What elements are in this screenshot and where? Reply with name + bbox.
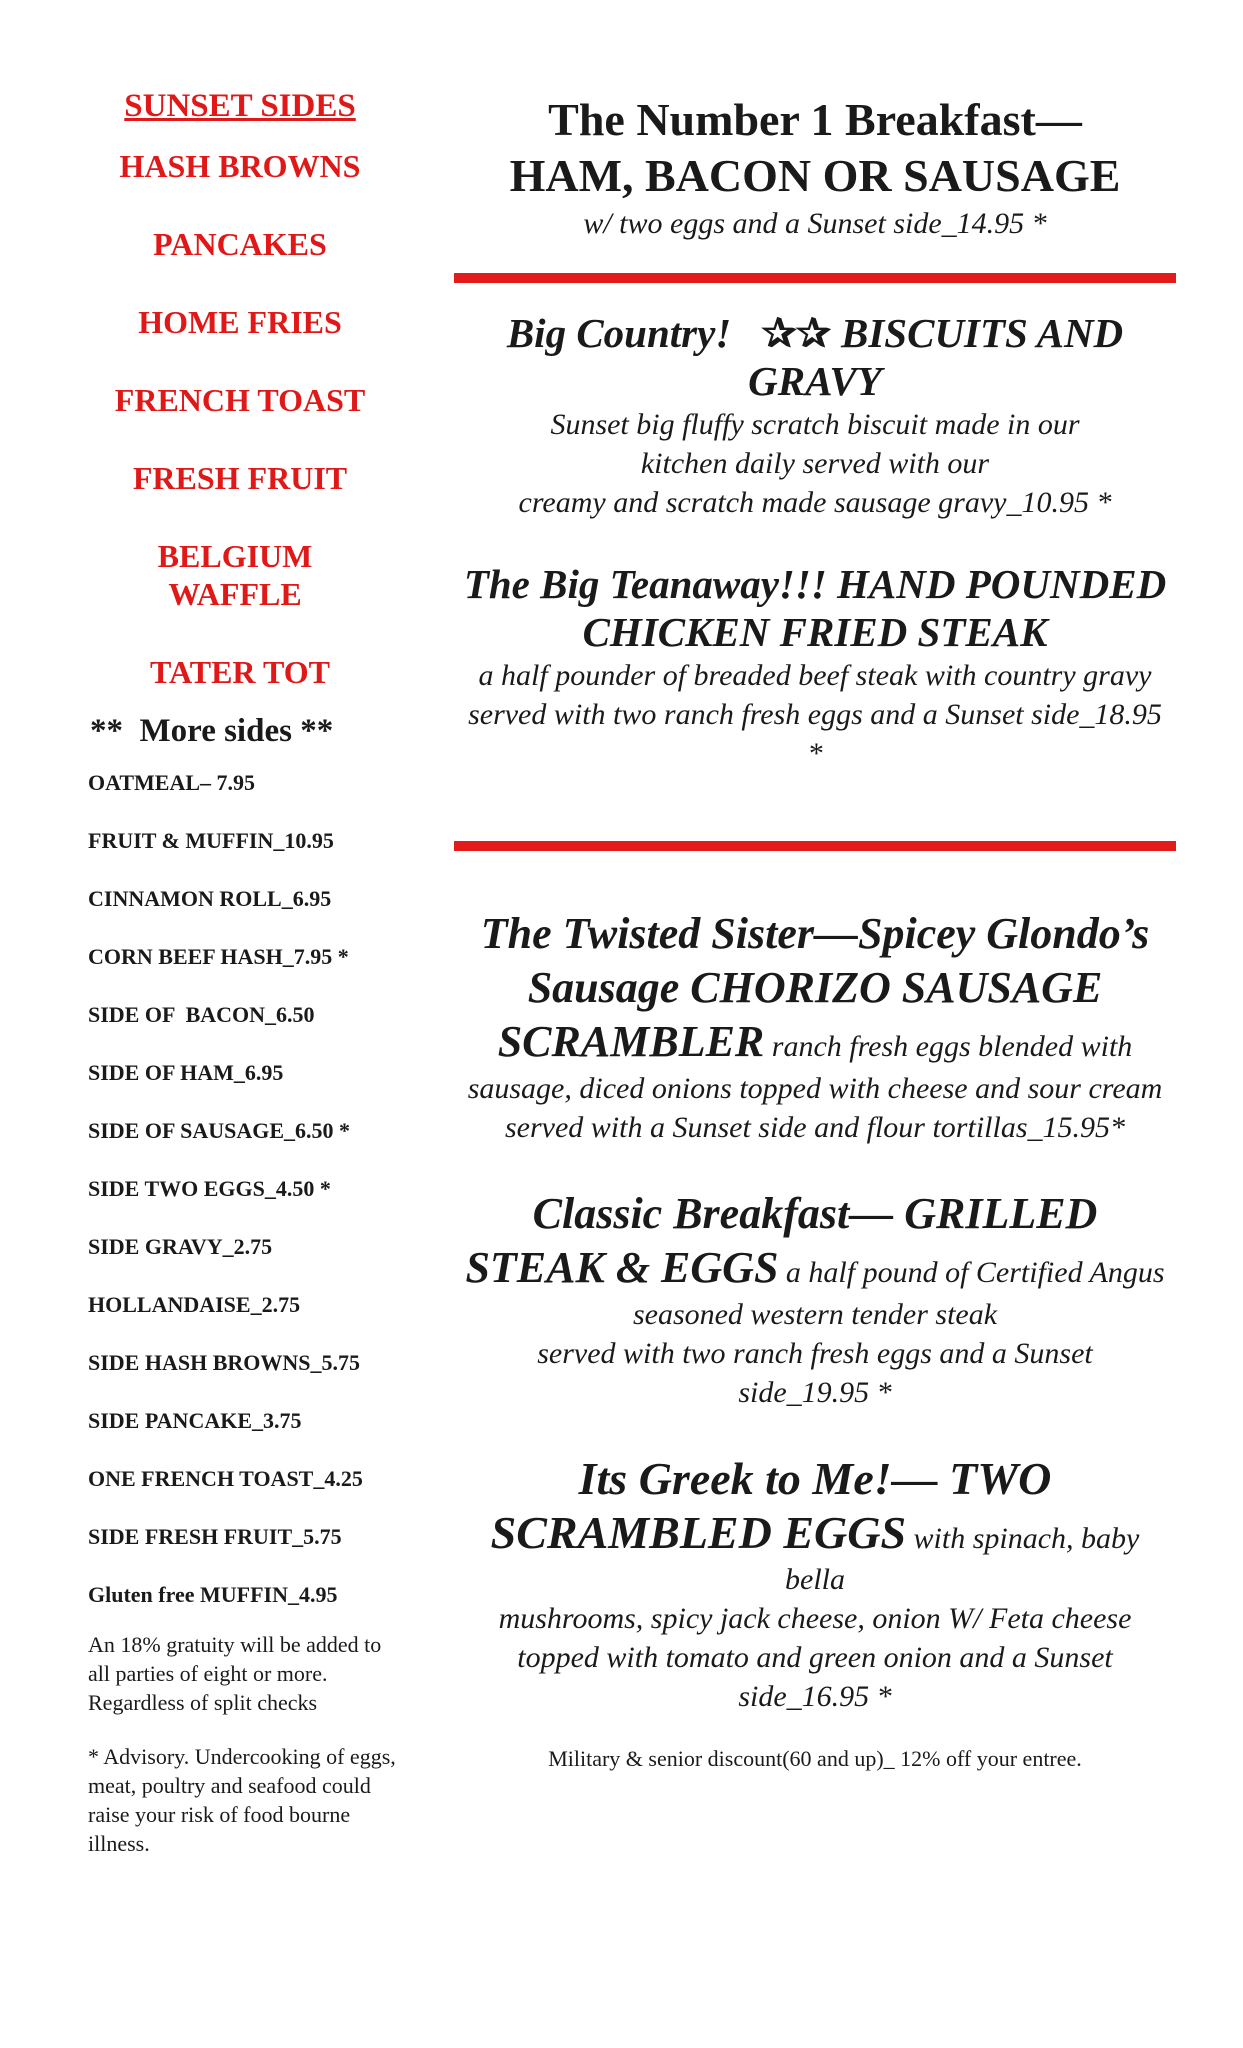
more-side-item: CINNAMON ROLL_6.95 — [88, 886, 332, 911]
more-sides-heading: ** More sides ** — [90, 713, 334, 749]
classic-breakfast-title: Classic Breakfast— GRILLED STEAK & EGGS — [465, 1189, 1098, 1292]
sides-column — [70, 88, 410, 1883]
classic-breakfast-description: a half pound of Certified Angus seasoned western tender steak — [632, 1256, 1165, 1331]
side-item: FRENCH TOAST — [114, 382, 366, 418]
classic-breakfast-description-price: served with two ranch fresh eggs and a Sunset side_19.95 * — [537, 1337, 1093, 1409]
teanaway-title: The Big Teanaway!!! HAND POUNDED CHICKEN FRIED STEAK — [463, 561, 1167, 655]
more-side-item: CORN BEEF HASH_7.95 * — [88, 944, 349, 969]
divider — [454, 841, 1176, 851]
big-country-title: Big Country! — [506, 310, 732, 356]
number-1-title-line1: The Number 1 Breakfast— — [548, 94, 1082, 145]
side-item: FRESH FRUIT — [132, 460, 348, 496]
more-side-item: SIDE PANCAKE_3.75 — [88, 1408, 302, 1433]
more-side-item: SIDE TWO EGGS_4.50 * — [88, 1176, 331, 1201]
twisted-sister-item — [460, 907, 1170, 1147]
stars-icon: ✰✰ — [762, 310, 831, 356]
number-1-description: w/ two eggs and a Sunset side_14.95 * — [583, 207, 1047, 240]
number-1-title-line2: HAM, BACON OR SAUSAGE — [509, 150, 1121, 201]
more-side-item: SIDE GRAVY_2.75 — [88, 1234, 273, 1259]
greek-description-price: mushrooms, spicy jack cheese, onion W/ Feta cheese topped with tomato and green onion and a Sunset side_16.95 * — [498, 1602, 1132, 1713]
more-side-item: SIDE HASH BROWNS_5.75 — [88, 1350, 361, 1375]
more-side-item: ONE FRENCH TOAST_4.25 — [88, 1466, 363, 1491]
classic-breakfast-item — [460, 1187, 1170, 1412]
more-side-item: OATMEAL– 7.95 — [88, 770, 256, 795]
side-item: HASH BROWNS — [119, 148, 361, 184]
side-item: TATER TOT — [150, 654, 330, 690]
number-1-breakfast — [460, 92, 1170, 243]
big-country-description: Sunset big fluffy scratch biscuit made in our kitchen daily served with our — [550, 408, 1080, 480]
big-country-description-price: creamy and scratch made sausage gravy_10.95 * — [518, 486, 1112, 519]
twisted-sister-title: The Twisted Sister—Spicey Glondo’s Sausage CHORIZO SAUSAGE SCRAMBLER — [480, 909, 1150, 1066]
greek-description: with spinach, baby bella — [785, 1522, 1140, 1596]
teanaway-description: a half pounder of breaded beef steak with country gravy served with two ranch fresh eggs and a Sunset side_18.95 * — [468, 659, 1162, 770]
more-side-item: SIDE FRESH FRUIT_5.75 — [88, 1524, 342, 1549]
side-item: BELGIUM WAFFLE — [157, 538, 313, 612]
divider — [454, 273, 1176, 283]
more-side-item: HOLLANDAISE_2.75 — [88, 1292, 301, 1317]
greek-title: Its Greek to Me!— TWO SCRAMBLED EGGS — [490, 1453, 1052, 1558]
gratuity-note: An 18% gratuity will be added to all parties of eight or more. Regardless of split checks — [88, 1632, 382, 1715]
sunset-sides-title: SUNSET SIDES — [124, 88, 356, 124]
more-side-item: Gluten free MUFFIN_4.95 — [88, 1582, 338, 1607]
discount-note: Military & senior discount(60 and up)_ 12% off your entree. — [548, 1746, 1082, 1771]
big-country-subtitle: BISCUITS AND GRAVY — [748, 310, 1124, 404]
twisted-sister-description: ranch fresh eggs blended with sausage, diced onions topped with cheese and sour cream served with a Sunset side and flour tortillas_15.95* — [467, 1030, 1163, 1144]
teanaway-item — [460, 560, 1170, 773]
big-country-item — [460, 309, 1170, 522]
more-side-item: FRUIT & MUFFIN_10.95 — [88, 828, 334, 853]
more-side-item: SIDE OF HAM_6.95 — [88, 1060, 284, 1085]
greek-item — [460, 1452, 1170, 1716]
side-item: HOME FRIES — [138, 304, 342, 340]
more-side-item: SIDE OF SAUSAGE_6.50 * — [88, 1118, 351, 1143]
menu-column — [460, 92, 1170, 1772]
side-item: PANCAKES — [153, 226, 327, 262]
advisory-note: * Advisory. Undercooking of eggs, meat, poultry and seafood could raise your risk of food bourne illness. — [88, 1744, 396, 1856]
more-side-item: SIDE OF BACON_6.50 — [88, 1002, 315, 1027]
